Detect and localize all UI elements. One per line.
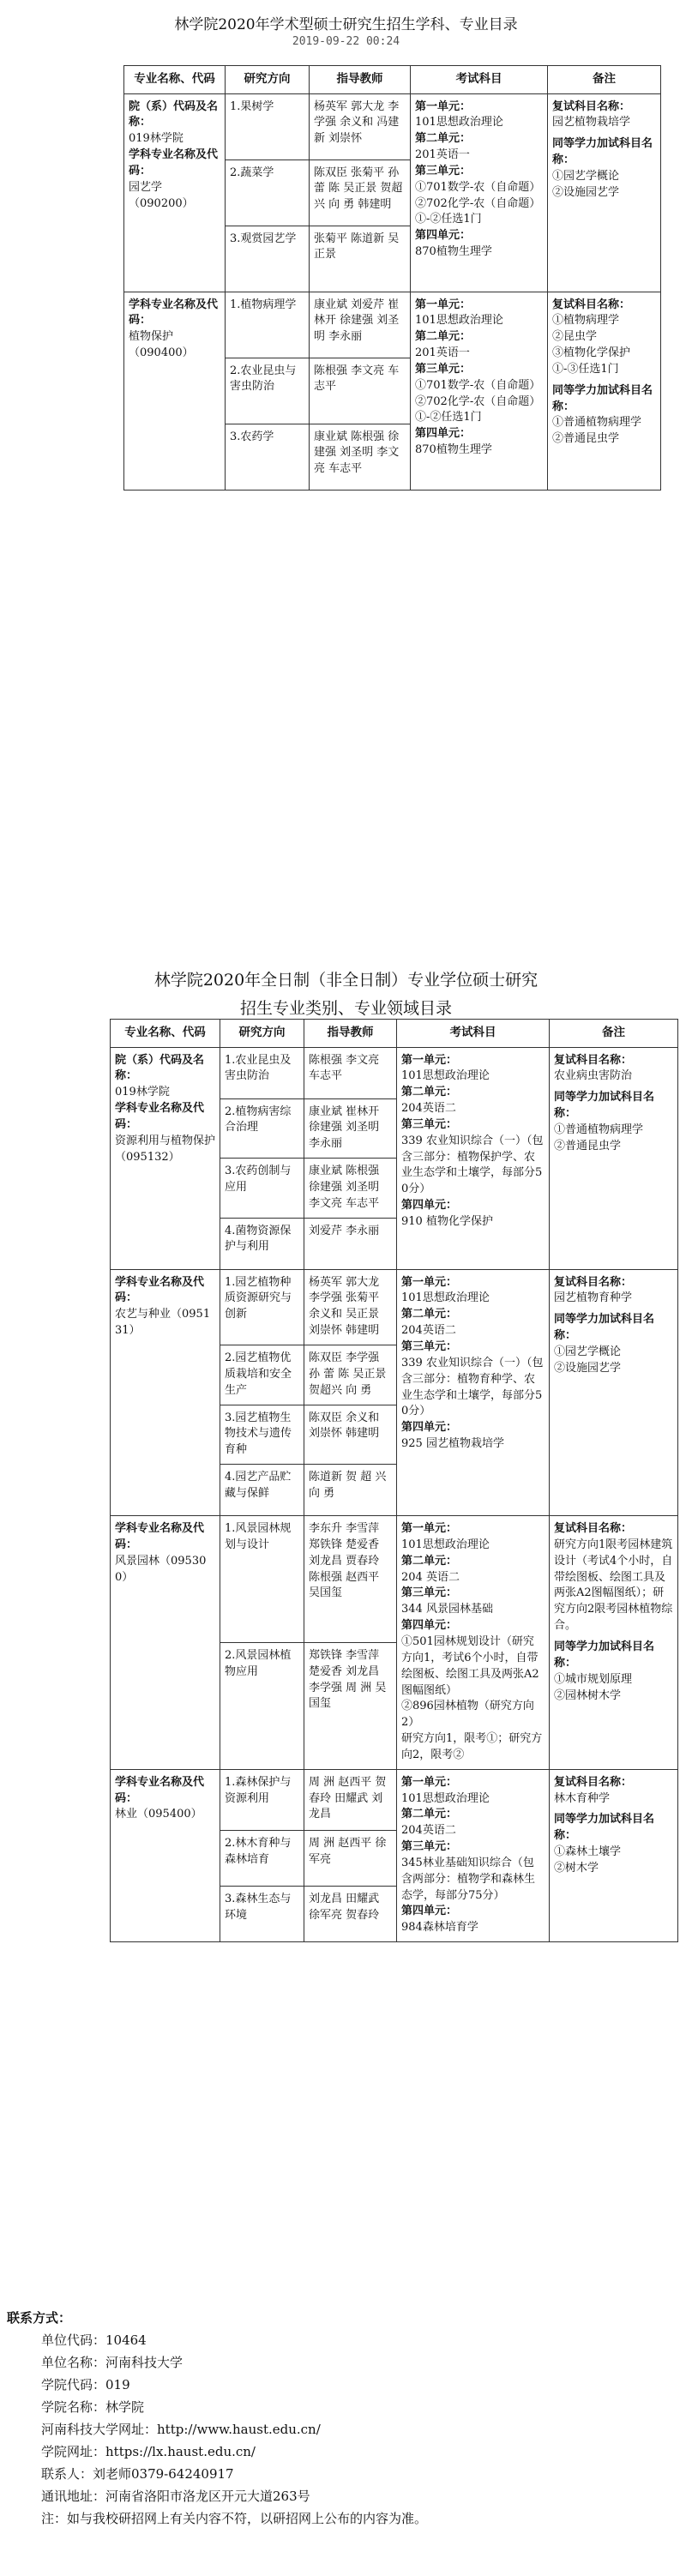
note-line: ②设施园艺学 xyxy=(552,185,620,199)
research-direction: 2.园艺植物优质栽培和安全生产 xyxy=(220,1345,304,1405)
notes-cell xyxy=(548,93,661,292)
exam-line: 第三单元： xyxy=(415,362,472,376)
advisors-cell: 周 洲 赵西平 徐军亮 xyxy=(304,1831,397,1887)
column-header: 专业名称、代码 xyxy=(111,1020,220,1048)
exam-line: ②702化学-农（自命题） xyxy=(415,394,541,408)
major-line: （090400） xyxy=(129,346,194,360)
exam-line: 204英语二 xyxy=(401,1324,456,1338)
column-header: 考试科目 xyxy=(411,66,548,94)
major-line: 植物保护 xyxy=(129,330,174,344)
advisors-cell: 刘龙昌 田耀武 徐军亮 贺春玲 xyxy=(304,1887,397,1942)
advisors-cell: 陈双臣 余义和 刘崇怀 韩建明 xyxy=(304,1405,397,1465)
exam-line: 第二单元： xyxy=(415,330,472,344)
major-line: 学科专业名称及代码： xyxy=(115,1275,205,1305)
advisors-cell: 陈根强 李文亮 车志平 xyxy=(310,358,411,424)
column-header: 备注 xyxy=(548,66,661,94)
column-header: 考试科目 xyxy=(397,1020,550,1048)
table-row xyxy=(111,1516,678,1643)
exam-line: 984森林培育学 xyxy=(401,1921,478,1935)
major-line: 019林学院 xyxy=(115,1086,170,1099)
major-line: 学科专业名称及代码： xyxy=(115,1102,205,1131)
note-line: 研究方向1限考园林建筑设计（考试4个小时，自带绘图板、绘图工具及两张A2图幅图纸）；研究方向2限考园林植物综合。 xyxy=(554,1538,673,1633)
note-line: 同等学力加试科目名称： xyxy=(552,383,653,413)
advisors-cell: 康业斌 陈根强 徐建强 刘圣明 李文亮 车志平 xyxy=(310,424,411,490)
note-line: ②树木学 xyxy=(554,1861,599,1875)
major-line: 资源利用与植物保护（095132） xyxy=(115,1134,216,1164)
exam-line: ①-②任选1门 xyxy=(415,411,482,424)
research-direction: 2.林木育种与森林培育 xyxy=(220,1831,304,1887)
major-line: （090200） xyxy=(129,196,194,210)
exam-line: 第四单元： xyxy=(401,1199,458,1213)
doc1-timestamp: 2019-09-22 00:24 xyxy=(292,35,400,48)
research-direction: 4.菌物资源保护与利用 xyxy=(220,1218,304,1269)
contact-section xyxy=(0,2307,692,2530)
advisors-cell: 陈双臣 李学强 孙 蕾 陈 吴正景 贺超兴 向 勇 xyxy=(304,1345,397,1405)
exam-line: 第四单元： xyxy=(401,1619,458,1633)
notes-cell xyxy=(548,292,661,490)
major-cell xyxy=(124,93,226,292)
exam-line: 研究方向1，限考①；研究方向2，限考② xyxy=(401,1732,543,1761)
exam-line: 339 农业知识综合（一）（包含三部分：植物育种学、农业生态学和土壤学，每部分50分） xyxy=(401,1356,544,1418)
note-line: 林木育种学 xyxy=(554,1791,611,1805)
major-line: 风景园林（095300） xyxy=(115,1554,207,1584)
research-direction: 1.风景园林规划与设计 xyxy=(220,1516,304,1643)
advisors-cell: 郑铁锋 李雪萍 楚爱香 刘龙昌 李学强 周 洲 吴国玺 xyxy=(304,1642,397,1769)
note-line: ①植物病理学 xyxy=(552,314,620,328)
advisors-cell: 康业斌 刘爱芹 崔林开 徐建强 刘圣明 李永丽 xyxy=(310,292,411,358)
contact-lines xyxy=(0,2329,692,2530)
column-header: 研究方向 xyxy=(220,1020,304,1048)
exam-line: 870植物生理学 xyxy=(415,443,492,457)
note-line: ①森林土壤学 xyxy=(554,1845,622,1859)
exam-line: 345林业基础知识综合（包含两部分：植物学和森林生态学，每部分75分） xyxy=(401,1856,536,1902)
note-line: ②普通昆虫学 xyxy=(552,432,620,446)
research-direction: 3.园艺植物生物技术与遗传育种 xyxy=(220,1405,304,1465)
note-line: ②设施园艺学 xyxy=(554,1361,622,1375)
exam-line: 第四单元： xyxy=(415,427,472,441)
note-line: ①普通植物病理学 xyxy=(552,416,642,430)
exam-line: 第一单元： xyxy=(415,99,472,113)
table-row xyxy=(111,1769,678,1831)
exam-line: 870植物生理学 xyxy=(415,245,492,259)
exam-line: 第二单元： xyxy=(401,1808,458,1821)
contact-line: 学院网址：https://lx.haust.edu.cn/ xyxy=(41,2444,256,2459)
research-direction: 1.森林保护与资源利用 xyxy=(220,1769,304,1831)
exam-line: 344 风景园林基础 xyxy=(401,1603,493,1616)
major-line: 农艺与种业（095131） xyxy=(115,1308,211,1338)
exam-line: 101思想政治理论 xyxy=(415,116,503,129)
major-line: 院（系）代码及名称： xyxy=(129,99,219,129)
contact-line: 单位代码：10464 xyxy=(41,2332,147,2348)
exam-line: 第一单元： xyxy=(401,1053,458,1067)
exam-line: 910 植物化学保护 xyxy=(401,1215,493,1228)
advisors-cell: 陈道新 贺 超 兴 向 勇 xyxy=(304,1465,397,1516)
major-line: 学科专业名称及代码： xyxy=(129,298,219,328)
notes-cell xyxy=(550,1269,678,1515)
exam-line: 204英语二 xyxy=(401,1102,456,1116)
exam-line: 第三单元： xyxy=(401,1840,458,1854)
note-line: ②普通昆虫学 xyxy=(554,1139,622,1153)
note-line: ①园艺学概论 xyxy=(552,169,620,183)
advisors-cell: 周 洲 赵西平 贺春玲 田耀武 刘龙昌 xyxy=(304,1769,397,1831)
major-cell xyxy=(111,1769,220,1941)
exam-line: 204 英语二 xyxy=(401,1570,460,1584)
note-line: 同等学力加试科目名称： xyxy=(554,1313,655,1343)
doc1-title: 林学院2020年学术型硕士研究生招生学科、专业目录 xyxy=(174,16,518,33)
exam-subjects-cell xyxy=(411,93,548,292)
exam-line: 339 农业知识综合（一）（包含三部分：植物保护学、农业生态学和土壤学，每部分50分） xyxy=(401,1134,544,1196)
note-line: 复试科目名称： xyxy=(552,298,631,311)
contact-heading: 联系方式： xyxy=(7,2310,72,2326)
research-direction: 3.森林生态与环境 xyxy=(220,1887,304,1942)
note-line: ①-③任选1门 xyxy=(552,362,619,376)
contact-line: 联系人：刘老师0379-64240917 xyxy=(41,2466,234,2482)
table-row xyxy=(111,1047,678,1098)
exam-line: 101思想政治理论 xyxy=(401,1538,490,1551)
advisors-cell: 张菊平 陈道新 吴正景 xyxy=(310,226,411,292)
research-direction: 3.农药学 xyxy=(226,424,310,490)
note-line: 同等学力加试科目名称： xyxy=(554,1091,655,1121)
research-direction: 2.风景园林植物应用 xyxy=(220,1642,304,1769)
note-line: 复试科目名称： xyxy=(554,1053,633,1067)
major-line: 019林学院 xyxy=(129,132,184,146)
research-direction: 2.农业昆虫与害虫防治 xyxy=(226,358,310,424)
note-line: ①普通植物病理学 xyxy=(554,1122,644,1136)
major-cell xyxy=(111,1516,220,1770)
exam-line: ②896园林植物（研究方向2） xyxy=(401,1700,534,1730)
note-line: 园艺植物栽培学 xyxy=(552,116,631,129)
major-line: 学科专业名称及代码： xyxy=(129,148,219,178)
exam-subjects-cell xyxy=(397,1769,550,1941)
exam-line: ①701数学-农（自命题） xyxy=(415,378,541,392)
major-cell xyxy=(111,1269,220,1515)
exam-line: 201英语一 xyxy=(415,346,470,360)
exam-line: 第一单元： xyxy=(401,1522,458,1536)
contact-line: 注：如与我校研招网上有关内容不符，以研招网上公布的内容为准。 xyxy=(41,2511,428,2526)
exam-subjects-cell xyxy=(397,1516,550,1770)
advisors-cell: 康业斌 崔林开 徐建强 刘圣明 李永丽 xyxy=(304,1098,397,1159)
note-line: 农业病虫害防治 xyxy=(554,1069,633,1083)
column-header: 指导教师 xyxy=(310,66,411,94)
exam-subjects-cell xyxy=(397,1269,550,1515)
advisors-cell: 康业斌 陈根强 徐建强 刘圣明 李文亮 车志平 xyxy=(304,1159,397,1219)
research-direction: 1.果树学 xyxy=(226,93,310,159)
exam-line: 101思想政治理论 xyxy=(401,1791,490,1805)
advisors-cell: 陈双臣 张菊平 孙 蕾 陈 吴正景 贺超兴 向 勇 韩建明 xyxy=(310,159,411,226)
major-cell xyxy=(124,292,226,490)
research-direction: 3.农药创制与应用 xyxy=(220,1159,304,1219)
doc1-table-header xyxy=(124,66,661,94)
major-line: 学科专业名称及代码： xyxy=(115,1775,205,1805)
exam-line: 101思想政治理论 xyxy=(401,1069,490,1083)
advisors-cell: 陈根强 李文亮 车志平 xyxy=(304,1047,397,1098)
notes-cell xyxy=(550,1769,678,1941)
note-line: 同等学力加试科目名称： xyxy=(554,1813,655,1843)
exam-line: 第二单元： xyxy=(401,1086,458,1099)
advisors-cell: 杨英军 郭大龙 李学强 余义和 冯建新 刘崇怀 xyxy=(310,93,411,159)
exam-line: 第三单元： xyxy=(401,1586,458,1600)
column-header: 研究方向 xyxy=(226,66,310,94)
doc2-table-header xyxy=(111,1020,678,1048)
note-line: 园艺植物育种学 xyxy=(554,1291,633,1305)
exam-line: ②702化学-农（自命题） xyxy=(415,196,541,210)
research-direction: 1.农业昆虫及害虫防治 xyxy=(220,1047,304,1098)
exam-line: 第一单元： xyxy=(401,1775,458,1789)
doc2-subtitle: 招生专业类别、专业领域目录 xyxy=(239,999,452,1018)
exam-subjects-cell xyxy=(397,1047,550,1269)
notes-cell xyxy=(550,1047,678,1269)
contact-line: 河南科技大学网址：http://www.haust.edu.cn/ xyxy=(41,2422,321,2437)
major-line: 院（系）代码及名称： xyxy=(115,1053,205,1083)
exam-line: 101思想政治理论 xyxy=(415,314,503,328)
exam-line: ①501园林规划设计（研究方向1，考试6个小时，自带绘图板、绘图工具及两张A2图幅图纸） xyxy=(401,1634,539,1697)
exam-line: 第一单元： xyxy=(401,1275,458,1289)
exam-line: 第二单元： xyxy=(401,1308,458,1321)
contact-line: 通讯地址：河南省洛阳市洛龙区开元大道263号 xyxy=(41,2489,310,2504)
exam-line: 925 园艺植物栽培学 xyxy=(401,1437,504,1451)
notes-cell xyxy=(550,1516,678,1770)
note-line: 同等学力加试科目名称： xyxy=(554,1640,655,1670)
column-header: 指导教师 xyxy=(304,1020,397,1048)
research-direction: 1.园艺植物种质资源研究与创新 xyxy=(220,1269,304,1345)
advisors-cell: 刘爱芹 李永丽 xyxy=(304,1218,397,1269)
exam-line: ①701数学-农（自命题） xyxy=(415,180,541,194)
doc2-title: 林学院2020年全日制（非全日制）专业学位硕士研究 xyxy=(153,971,539,990)
table-row xyxy=(111,1269,678,1345)
contact-line: 单位名称：河南科技大学 xyxy=(41,2355,184,2370)
note-line: ①城市规划原理 xyxy=(554,1672,633,1686)
table-row xyxy=(124,292,661,358)
exam-line: 第二单元： xyxy=(401,1554,458,1568)
major-line: 学科专业名称及代码： xyxy=(115,1522,205,1551)
exam-line: ①-②任选1门 xyxy=(415,213,482,226)
research-direction: 1.植物病理学 xyxy=(226,292,310,358)
exam-subjects-cell xyxy=(411,292,548,490)
exam-line: 第三单元： xyxy=(401,1340,458,1353)
exam-line: 204英语二 xyxy=(401,1824,456,1838)
exam-line: 第一单元： xyxy=(415,298,472,311)
doc1-catalog-table xyxy=(123,65,661,491)
column-header: 专业名称、代码 xyxy=(124,66,226,94)
advisors-cell: 杨英军 郭大龙 李学强 张菊平 余义和 吴正景 刘崇怀 韩建明 xyxy=(304,1269,397,1345)
major-cell xyxy=(111,1047,220,1269)
exam-line: 201英语一 xyxy=(415,148,470,162)
exam-line: 第四单元： xyxy=(401,1421,458,1435)
advisors-cell: 李东升 李雪萍 郑铁锋 楚爱香 刘龙昌 贾春玲 陈根强 赵西平 吴国玺 xyxy=(304,1516,397,1643)
note-line: 复试科目名称： xyxy=(554,1522,633,1536)
research-direction: 2.蔬菜学 xyxy=(226,159,310,226)
note-line: 复试科目名称： xyxy=(552,99,631,113)
note-line: ③植物化学保护 xyxy=(552,346,631,360)
note-line: ①园艺学概论 xyxy=(554,1345,622,1358)
research-direction: 3.观赏园艺学 xyxy=(226,226,310,292)
exam-line: 第三单元： xyxy=(415,164,472,178)
doc2-catalog-table xyxy=(110,1019,678,1942)
note-line: ②昆虫学 xyxy=(552,330,598,344)
research-direction: 4.园艺产品贮藏与保鲜 xyxy=(220,1465,304,1516)
note-line: 复试科目名称： xyxy=(554,1275,633,1289)
major-line: 林业（095400） xyxy=(115,1808,202,1821)
table-row xyxy=(124,93,661,159)
note-line: ②园林树木学 xyxy=(554,1688,622,1702)
exam-line: 第四单元： xyxy=(401,1905,458,1918)
exam-line: 101思想政治理论 xyxy=(401,1291,490,1305)
major-line: 园艺学 xyxy=(129,180,163,194)
research-direction: 2.植物病害综合治理 xyxy=(220,1098,304,1159)
exam-line: 第四单元： xyxy=(415,229,472,243)
contact-line: 学院代码：019 xyxy=(41,2377,130,2392)
contact-line: 学院名称：林学院 xyxy=(41,2399,145,2415)
doc1-header xyxy=(0,12,692,48)
exam-line: 第三单元： xyxy=(401,1117,458,1131)
doc2-header xyxy=(0,967,692,1019)
exam-line: 第二单元： xyxy=(415,132,472,146)
note-line: 同等学力加试科目名称： xyxy=(552,137,653,167)
column-header: 备注 xyxy=(550,1020,678,1048)
note-line: 复试科目名称： xyxy=(554,1775,633,1789)
